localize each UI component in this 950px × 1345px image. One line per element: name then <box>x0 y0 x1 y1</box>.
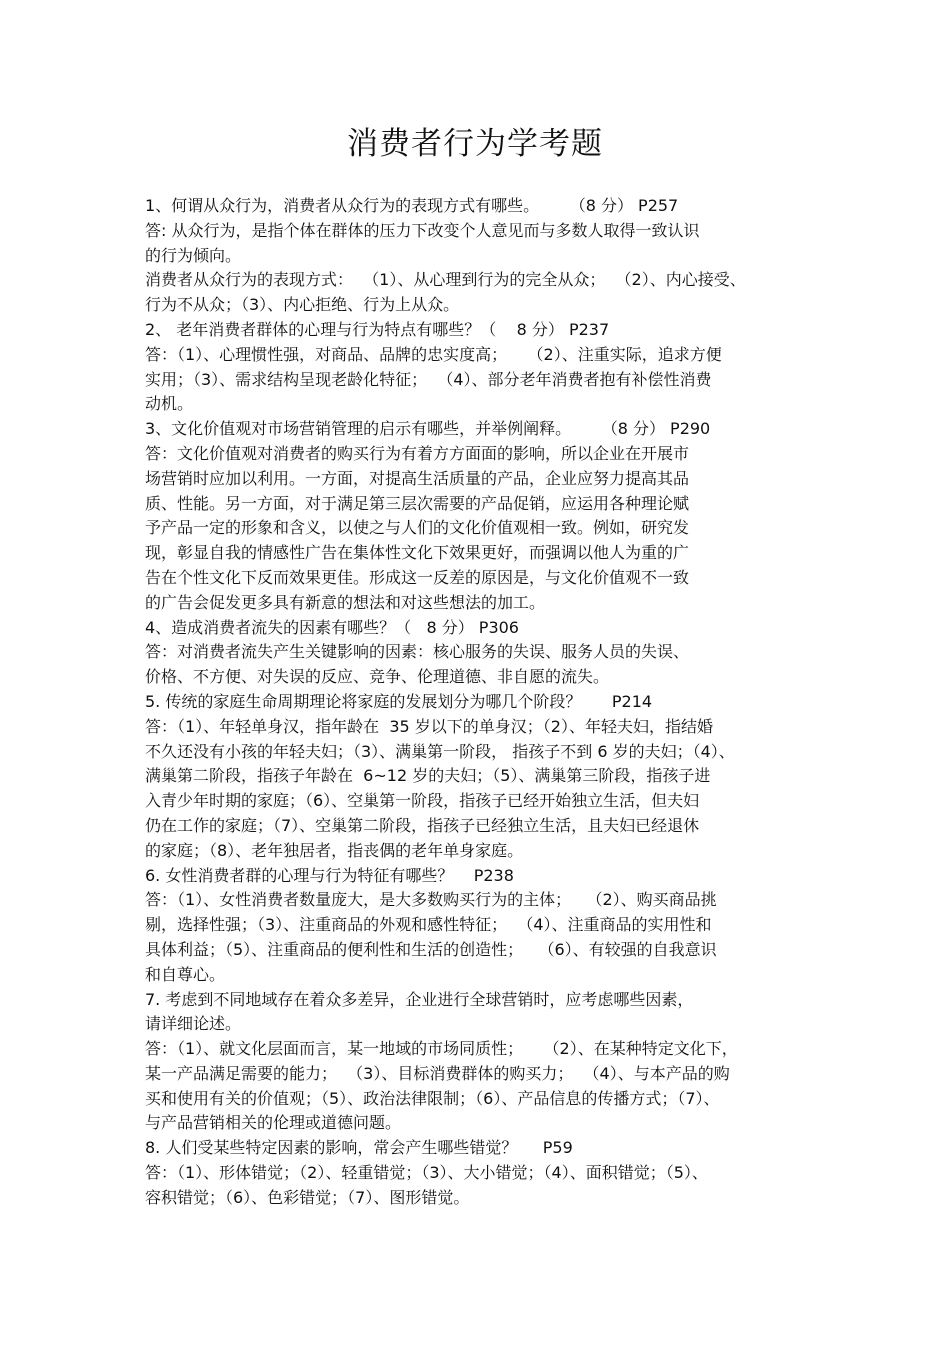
text-line: 3、文化价值观对市场营销管理的启示有哪些，并举例阐释。 （8 分） P290 <box>145 419 711 439</box>
text-line: 的家庭；（8）、老年独居者，指丧偶的老年单身家庭。 <box>145 840 524 860</box>
text-line: 的行为倾向。 <box>145 245 242 265</box>
text-line: 告在个性文化下反而效果更佳。形成这一反差的原因是，与文化价值观不一致 <box>145 567 690 587</box>
text-line: 答：（1）、心理惯性强，对商品、品牌的忠实度高； （2）、注重实际，追求方便 <box>145 344 722 364</box>
text-line: 答：文化价值观对消费者的购买行为有着方方面面的影响，所以企业在开展市 <box>145 443 690 463</box>
text-line: 答：（1）、年轻单身汉，指年龄在 35 岁以下的单身汉；（2）、年轻夫妇，指结婚 <box>145 716 713 736</box>
text-line: 答：对消费者流失产生关键影响的因素：核心服务的失误、服务人员的失误、 <box>145 642 690 662</box>
text-line: 质、性能。另一方面，对于满足第三层次需要的产品促销，应运用各种理论赋 <box>145 493 690 513</box>
text-line: 具体利益；（5）、注重商品的便利性和生活的创造性； （6）、有较强的自我意识 <box>145 939 717 959</box>
text-line: 场营销时应加以利用。一方面，对提高生活质量的产品，企业应努力提高其品 <box>145 468 690 488</box>
page-title: 消费者行为学考题 <box>347 126 603 162</box>
text-line: 满巢第二阶段，指孩子年龄在 6~12 岁的夫妇；（5）、满巢第三阶段，指孩子进 <box>145 766 711 786</box>
text-line: 7. 考虑到不同地域存在着众多差异，企业进行全球营销时，应考虑哪些因素， <box>145 989 694 1009</box>
text-line: 5. 传统的家庭生命周期理论将家庭的发展划分为哪几个阶段？ P214 <box>145 691 653 711</box>
text-line: 某一产品满足需要的能力； （3）、目标消费群体的购买力； （4）、与本产品的购 <box>145 1063 730 1083</box>
text-line: 买和使用有关的价值观；（5）、政治法律限制；（6）、产品信息的传播方式；（7）、 <box>145 1088 720 1108</box>
text-line: 和自尊心。 <box>145 964 226 984</box>
text-line: 2、 老年消费者群体的心理与行为特点有哪些？（ 8 分） P237 <box>145 319 610 339</box>
text-line: 剔，选择性强；（3）、注重商品的外观和感性特征； （4）、注重商品的实用性和 <box>145 915 712 935</box>
text-line: 入青少年时期的家庭；（6）、空巢第一阶段，指孩子已经开始独立生活，但夫妇 <box>145 791 700 811</box>
text-line: 答：（1）、形体错觉；（2）、轻重错觉；（3）、大小错觉；（4）、面积错觉；（5）、 <box>145 1163 708 1183</box>
text-line: 容积错觉；（6）、色彩错觉；（7）、图形错觉。 <box>145 1187 470 1207</box>
text-line: 现，彰显自我的情感性广告在集体性文化下效果更好，而强调以他人为重的广 <box>145 543 690 563</box>
text-line: 不久还没有小孩的年轻夫妇；（3）、满巢第一阶段， 指孩子不到 6 岁的夫妇；（4）、 <box>145 741 735 761</box>
text-line: 答：（1）、女性消费者数量庞大，是大多数购买行为的主体； （2）、购买商品挑 <box>145 890 717 910</box>
text-line: 价格、不方便、对失误的反应、竞争、伦理道德、非自愿的流失。 <box>145 667 610 687</box>
text-line: 仍在工作的家庭；（7）、空巢第二阶段，指孩子已经独立生活，且夫妇已经退休 <box>145 815 700 835</box>
text-line: 8. 人们受某些特定因素的影响，常会产生哪些错觉？ P59 <box>145 1138 573 1158</box>
text-line: 与产品营销相关的伦理或道德问题。 <box>145 1113 402 1133</box>
text-line: 答：（1）、就文化层面而言，某一地域的市场同质性； （2）、在某种特定文化下， <box>145 1039 738 1059</box>
text-line: 6. 女性消费者群的心理与行为特征有哪些？ P238 <box>145 865 514 885</box>
text-line: 予产品一定的形象和含义，以使之与人们的文化价值观相一致。例如，研究发 <box>145 518 690 538</box>
text-line: 动机。 <box>145 394 194 414</box>
text-line: 消费者从众行为的表现方式： （1）、从心理到行为的完全从众； （2）、内心接受、 <box>145 270 746 290</box>
text-line: 4、造成消费者流失的因素有哪些？（ 8 分） P306 <box>145 617 519 637</box>
exam-body <box>145 194 825 1211</box>
text-line: 答: 从众行为，是指个体在群体的压力下改变个人意见而与多数人取得一致认识 <box>145 220 700 240</box>
text-line: 的广告会促发更多具有新意的想法和对这些想法的加工。 <box>145 592 546 612</box>
text-line: 行为不从众；（3）、内心拒绝、行为上从众。 <box>145 295 460 315</box>
text-line: 1、何谓从众行为，消费者从众行为的表现方式有哪些。 （8 分） P257 <box>145 196 679 215</box>
text-line: 实用；（3）、需求结构呈现老龄化特征； （4）、部分老年消费者抱有补偿性消费 <box>145 369 712 389</box>
text-line: 请详细论述。 <box>145 1014 242 1034</box>
